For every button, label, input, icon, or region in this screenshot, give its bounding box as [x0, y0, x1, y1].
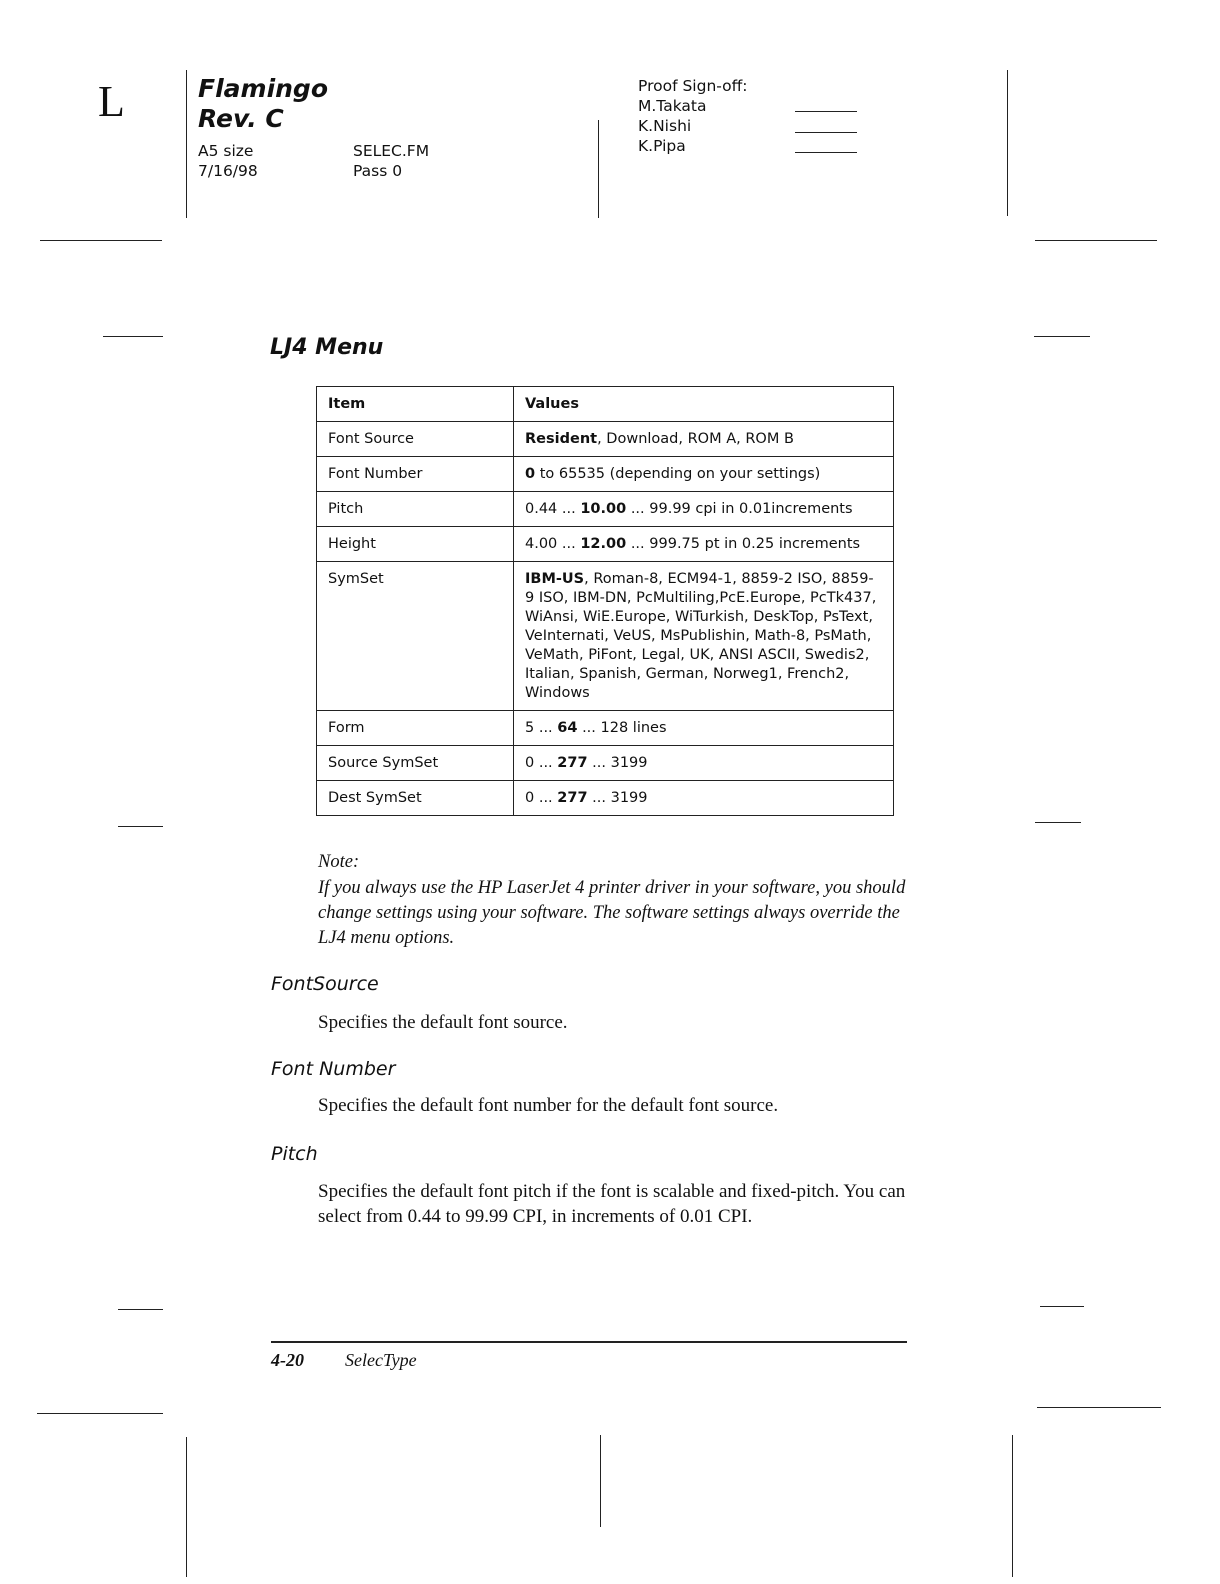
- table-cell-item: Form: [317, 711, 514, 746]
- proof-sign-off-title: Proof Sign-off:: [638, 77, 748, 95]
- signature-line: [795, 152, 857, 153]
- chapter-title: SelecType: [345, 1350, 417, 1370]
- crop-mark-bottom-left: [37, 1413, 163, 1414]
- crop-mark-top-right: [1035, 240, 1157, 241]
- margin-mark-right-2: [1035, 822, 1081, 823]
- corner-letter: L: [98, 77, 125, 126]
- value-rest: ... 128 lines: [577, 720, 667, 736]
- value-prefix: 5 ...: [525, 720, 558, 736]
- value-rest: , Roman-8, ECM94-1, 8859-2 ISO, 8859-9 ISO, IBM-DN, PcMultiling,PcE.Europe, PcTk437, WiAnsi, WiE.Europe, WiTurkish, DeskTop, PsText, VeInternati, VeUS, MsPublishin, Math-8, PsMath, VeMath, PiFont, Legal, UK, ANSI ASCII, Swedis2, Italian, Spanish, German, Norweg1, French2, Windows: [525, 571, 877, 701]
- file-name: SELEC.FM: [353, 142, 430, 160]
- table-cell-values: [514, 746, 894, 781]
- date: 7/16/98: [198, 162, 258, 180]
- column-header-values: Values: [514, 387, 894, 422]
- margin-mark-left-3: [118, 1309, 163, 1310]
- table-cell-item: Font Number: [317, 457, 514, 492]
- value-default: Resident: [525, 431, 598, 447]
- header-vertical-rule-center: [598, 120, 599, 218]
- table-cell-values: [514, 562, 894, 711]
- signature-line: [795, 111, 857, 112]
- header-vertical-rule-left: [186, 70, 187, 218]
- crop-mark-bottom-right: [1037, 1407, 1161, 1408]
- value-default: 64: [557, 720, 578, 736]
- value-rest: ... 3199: [587, 790, 648, 806]
- value-default: IBM-US: [525, 571, 585, 587]
- value-rest: to 65535 (depending on your settings): [535, 466, 821, 482]
- margin-mark-right-1: [1034, 336, 1090, 337]
- table-row: [317, 781, 894, 816]
- subsection-heading: Pitch: [271, 1143, 318, 1165]
- value-rest: ... 99.99 cpi in 0.01increments: [626, 501, 853, 517]
- footer-vertical-rule-right: [1012, 1435, 1013, 1577]
- footer-vertical-rule-left: [186, 1437, 187, 1577]
- footer-vertical-rule-center: [600, 1435, 601, 1527]
- paper-size: A5 size: [198, 142, 254, 160]
- subsection-heading: Font Number: [271, 1058, 396, 1080]
- signer-name: K.Pipa: [638, 137, 686, 155]
- value-default: 277: [557, 790, 588, 806]
- footer-rule: [271, 1341, 907, 1343]
- table-row: [317, 457, 894, 492]
- section-heading: LJ4 Menu: [270, 335, 384, 360]
- value-rest: ... 3199: [587, 755, 648, 771]
- subsection-heading: FontSource: [271, 973, 379, 995]
- pass: Pass 0: [353, 162, 403, 180]
- table-row: [317, 422, 894, 457]
- table-cell-values: [514, 492, 894, 527]
- page-number: 4-20: [271, 1350, 304, 1370]
- table-cell-values: [514, 527, 894, 562]
- value-default: 0: [525, 466, 536, 482]
- margin-mark-left-1: [103, 336, 163, 337]
- table-cell-values: [514, 711, 894, 746]
- table-cell-values: [514, 422, 894, 457]
- value-prefix: 0 ...: [525, 755, 558, 771]
- lj4-menu-table: [316, 386, 894, 816]
- signature-line: [795, 132, 857, 133]
- subsection-text: Specifies the default font number for the default font source.: [318, 1095, 779, 1116]
- header-vertical-rule-right: [1007, 70, 1008, 216]
- table-header-row: [317, 387, 894, 422]
- table-row: [317, 492, 894, 527]
- project-title: Flamingo: [198, 74, 329, 103]
- subsection-text: Specifies the default font source.: [318, 1012, 568, 1033]
- margin-mark-right-3: [1040, 1306, 1084, 1307]
- table-row: [317, 746, 894, 781]
- revision-title: Rev. C: [198, 104, 284, 133]
- crop-mark-top-left: [40, 240, 162, 241]
- table-cell-item: SymSet: [317, 562, 514, 711]
- table-cell-values: [514, 457, 894, 492]
- note-label: Note:: [318, 852, 360, 872]
- value-default: 10.00: [580, 501, 627, 517]
- table-row: [317, 527, 894, 562]
- value-default: 277: [557, 755, 588, 771]
- margin-mark-left-2: [118, 826, 163, 827]
- table-row: [317, 562, 894, 711]
- table-cell-item: Font Source: [317, 422, 514, 457]
- value-prefix: 4.00 ...: [525, 536, 581, 552]
- table-cell-item: Pitch: [317, 492, 514, 527]
- value-rest: ... 999.75 pt in 0.25 increments: [626, 536, 861, 552]
- signer-name: K.Nishi: [638, 117, 692, 135]
- table-cell-item: Height: [317, 527, 514, 562]
- table-cell-item: Dest SymSet: [317, 781, 514, 816]
- value-default: 12.00: [580, 536, 627, 552]
- value-prefix: 0.44 ...: [525, 501, 581, 517]
- table-cell-item: Source SymSet: [317, 746, 514, 781]
- table-row: [317, 711, 894, 746]
- value-prefix: 0 ...: [525, 790, 558, 806]
- column-header-item: Item: [317, 387, 514, 422]
- note-text: If you always use the HP LaserJet 4 printer driver in your software, you should change settings using your software. The software settings always override the LJ4 menu options.: [318, 878, 906, 948]
- value-rest: , Download, ROM A, ROM B: [597, 431, 794, 447]
- subsection-text: Specifies the default font pitch if the font is scalable and fixed-pitch. You can select from 0.44 to 99.99 CPI, in increments of 0.01 CPI.: [318, 1181, 906, 1227]
- table-cell-values: [514, 781, 894, 816]
- signer-name: M.Takata: [638, 97, 707, 115]
